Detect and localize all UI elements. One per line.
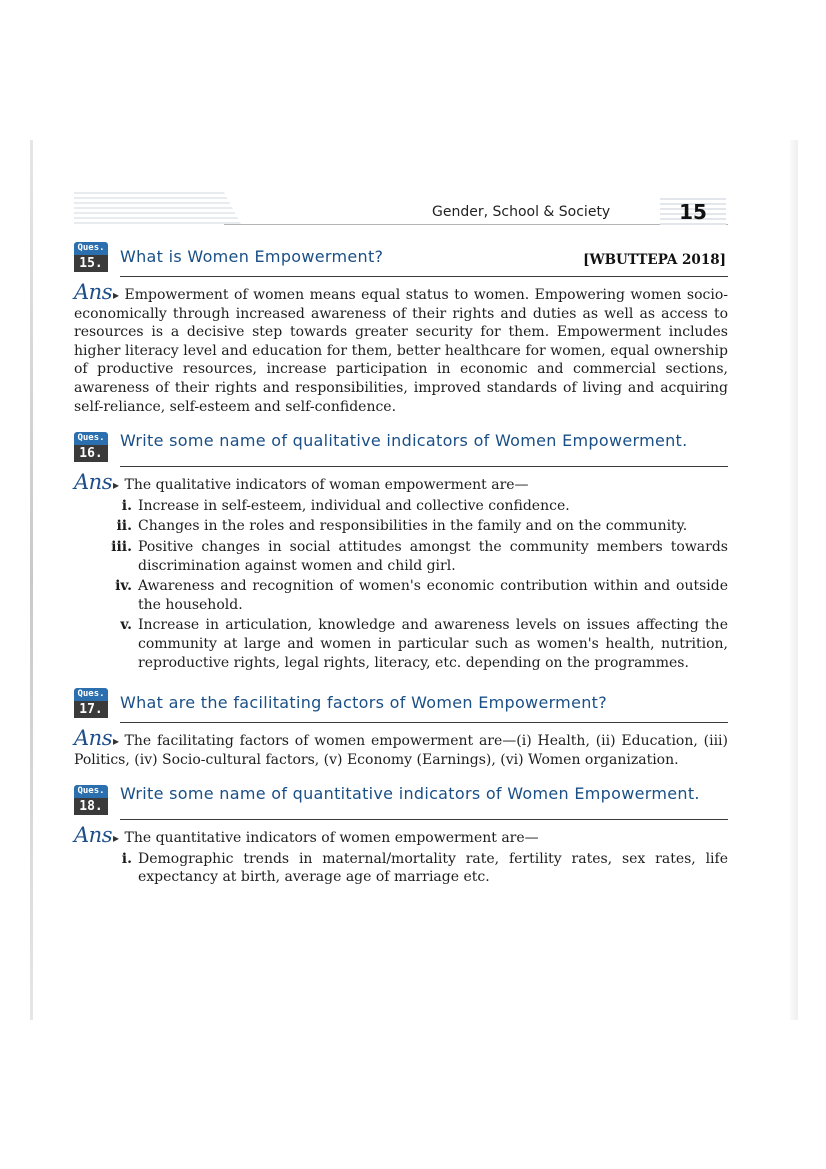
list-item: [74, 497, 728, 516]
list-numeral: i.: [121, 497, 132, 514]
list-numeral: iv.: [115, 578, 132, 595]
answer-body: The quantitative indicators of women empowerment are—: [124, 830, 539, 847]
question-underline: [120, 466, 728, 467]
question-badge: [74, 242, 114, 272]
question-heading: [74, 430, 728, 462]
list-item: [74, 538, 728, 575]
indicator-list: [74, 850, 728, 887]
list-item: [74, 517, 728, 536]
question-number: 16.: [74, 445, 108, 462]
question-title: Write some name of quantitative indicators of Women Empowerment.: [120, 784, 700, 804]
question-number: 15.: [74, 255, 108, 272]
question-underline: [120, 276, 728, 277]
answer-mark: Ans ▸: [74, 280, 119, 304]
question-number: 17.: [74, 701, 108, 718]
list-item: [74, 850, 728, 887]
list-item: [74, 616, 728, 672]
question-underline: [120, 819, 728, 820]
question-badge: [74, 688, 114, 718]
answer-body: The qualitative indicators of woman empowerment are—: [124, 477, 529, 494]
question-title: What are the facilitating factors of Women Empowerment?: [120, 693, 608, 713]
list-text: Demographic trends in maternal/mortality rate, fertility rates, sex rates, life expectancy at birth, average age of marriage etc.: [138, 850, 728, 886]
question-label: Ques.: [74, 688, 108, 701]
question-label: Ques.: [74, 242, 108, 255]
list-item: [74, 577, 728, 614]
header-divider: [224, 224, 728, 225]
answer-text: [74, 280, 728, 416]
question-label: Ques.: [74, 785, 108, 798]
question-title: Write some name of qualitative indicators of Women Empowerment.: [120, 431, 688, 451]
answer-text: [74, 726, 728, 769]
indicator-list: [74, 497, 728, 672]
list-text: Positive changes in social attitudes amongst the community members towards discrimination against women and child girl.: [138, 538, 728, 574]
list-numeral: i.: [121, 850, 132, 867]
question-title: What is Women Empowerment?: [120, 247, 384, 266]
list-numeral: iii.: [111, 538, 132, 555]
book-title: Gender, School & Society: [432, 204, 611, 220]
list-text: Increase in articulation, knowledge and awareness levels on issues affecting the community at large and women in particular such as women's health, nutrition, reproductive rights, legal rights, literacy, etc. depending on the programmes.: [138, 617, 728, 671]
answer-body: Empowerment of women means equal status to women. Empowering women socio-economically through increased awareness of their rights and duties as well as access to resources is a decisive step towards greater security for them. Empowerment includes higher literacy level and education for them, better healthcare for women, equal ownership of productive resources, increase participation in economic and commercial sections, awareness of their rights and responsibilities, improved standards of living and acquiring self-reliance, self-esteem and self-confidence.: [74, 287, 728, 415]
question-badge: [74, 785, 114, 815]
page-edge-shadow: [30, 140, 33, 1020]
answer-mark: Ans ▸: [74, 470, 119, 494]
running-header: [74, 188, 728, 232]
header-decoration: [74, 192, 242, 226]
list-numeral: v.: [120, 617, 132, 634]
question-number: 18.: [74, 798, 108, 815]
question-label: Ques.: [74, 432, 108, 445]
question-heading: [74, 686, 728, 718]
answer-mark: Ans ▸: [74, 823, 119, 847]
page-number: 15: [660, 198, 726, 226]
question-badge: [74, 432, 114, 462]
list-text: Awareness and recognition of women's economic contribution within and outside the household.: [138, 578, 728, 613]
answer-text: [74, 470, 728, 495]
page-edge-shadow: [790, 140, 798, 1020]
question-heading: [74, 783, 728, 815]
question-underline: [120, 722, 728, 723]
answer-body: The facilitating factors of women empowerment are—(i) Health, (ii) Education, (iii) Politics, (iv) Socio-cultural factors, (v) Economy (Earnings), (vi) Women organization.: [74, 733, 728, 768]
list-text: Changes in the roles and responsibilities in the family and on the community.: [138, 518, 688, 535]
answer-mark: Ans ▸: [74, 726, 119, 750]
book-page: [74, 188, 728, 901]
list-text: Increase in self-esteem, individual and collective confidence.: [138, 497, 570, 514]
exam-tag: [WBUTTEPA 2018]: [583, 252, 726, 268]
list-numeral: ii.: [116, 518, 132, 535]
answer-text: [74, 823, 728, 848]
question-heading: [74, 240, 728, 272]
